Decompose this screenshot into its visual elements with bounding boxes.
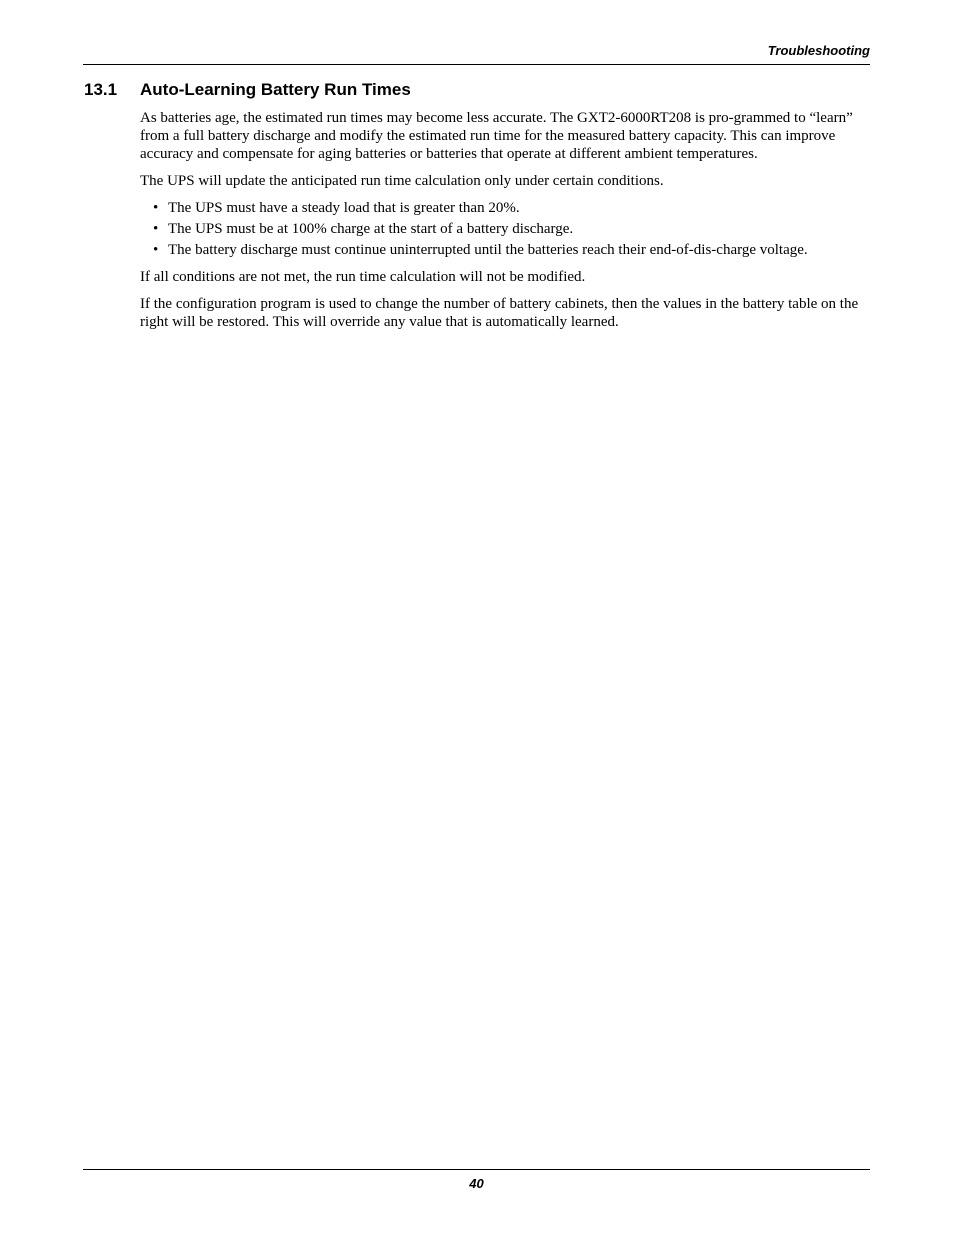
intro-paragraph: As batteries age, the estimated run times may become less accurate. The GXT2-6000RT208 is pro-grammed to “learn” from a full battery discharge and modify the estimated run time for the measured battery capacity. This can improve accuracy and compensate for aging batteries or batteries that operate at different ambient temperatures.	[140, 110, 853, 162]
bullet-icon: •	[153, 221, 159, 237]
list-item	[140, 199, 868, 217]
condition-text: The UPS must be at 100% charge at the start of a battery discharge.	[168, 221, 574, 237]
conditions-intro-paragraph: The UPS will update the anticipated run time calculation only under certain conditions.	[140, 173, 664, 189]
bullet-icon: •	[153, 242, 159, 258]
condition-text: The UPS must have a steady load that is greater than 20%.	[168, 200, 520, 216]
list-item	[140, 220, 868, 238]
configuration-paragraph: If the configuration program is used to change the number of battery cabinets, then the values in the battery table on the right will be restored. This will override any value that is automatically learned.	[140, 296, 859, 330]
condition-text: The battery discharge must continue uninterrupted until the batteries reach their end-of-dis-charge voltage.	[168, 242, 808, 258]
header-rule	[83, 64, 870, 65]
section-number: 13.1	[84, 80, 118, 99]
footer-rule	[83, 1169, 870, 1170]
section-body	[140, 109, 868, 340]
list-item	[140, 241, 868, 259]
section-title: Auto-Learning Battery Run Times	[140, 80, 411, 99]
conditions-list	[140, 199, 868, 259]
bullet-icon: •	[153, 200, 159, 216]
page-number: 40	[469, 1176, 484, 1191]
section-heading	[84, 79, 870, 101]
running-header: Troubleshooting	[767, 43, 870, 58]
unmet-conditions-paragraph: If all conditions are not met, the run time calculation will not be modified.	[140, 269, 586, 285]
